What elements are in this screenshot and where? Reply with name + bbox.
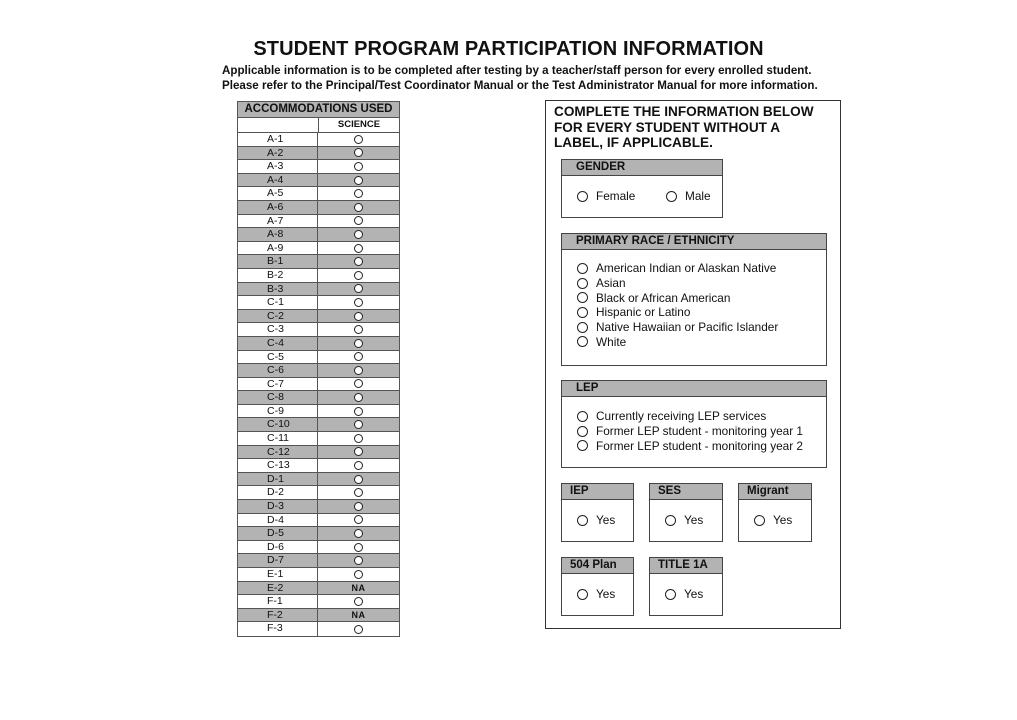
radio-bubble[interactable] — [354, 244, 363, 253]
table-row — [238, 310, 399, 324]
race-option[interactable] — [577, 290, 778, 305]
radio-bubble[interactable] — [354, 189, 363, 198]
option-label: Yes — [684, 587, 704, 601]
table-row — [238, 174, 399, 188]
science-cell — [318, 500, 399, 513]
accommodation-code: D-7 — [238, 554, 318, 567]
accommodation-code: F-3 — [238, 622, 318, 636]
table-row — [238, 473, 399, 487]
science-cell — [318, 609, 399, 622]
table-row — [238, 541, 399, 555]
accommodation-code: B-3 — [238, 283, 318, 296]
radio-bubble[interactable] — [354, 597, 363, 606]
science-cell — [318, 147, 399, 160]
accommodation-code: C-10 — [238, 418, 318, 431]
panel-heading-line: FOR EVERY STUDENT WITHOUT A — [554, 119, 781, 135]
radio-bubble[interactable] — [354, 162, 363, 171]
iep-box — [561, 483, 634, 542]
lep-option[interactable] — [577, 438, 803, 453]
option-label: Former LEP student - monitoring year 1 — [596, 424, 803, 439]
radio-bubble[interactable] — [354, 284, 363, 293]
lep-option[interactable] — [577, 409, 803, 424]
accommodation-code: B-1 — [238, 255, 318, 268]
option-label: White — [596, 334, 627, 349]
radio-bubble[interactable] — [354, 420, 363, 429]
accommodation-code: D-1 — [238, 473, 318, 486]
title-1a-yes-option[interactable] — [665, 587, 703, 601]
science-cell — [318, 187, 399, 200]
radio-bubble[interactable] — [577, 307, 588, 318]
accommodation-code: A-2 — [238, 147, 318, 160]
science-cell — [318, 378, 399, 391]
table-row — [238, 622, 399, 636]
radio-bubble[interactable] — [354, 257, 363, 266]
accommodation-code: C-1 — [238, 296, 318, 309]
not-applicable-label: NA — [351, 610, 366, 621]
lep-title: LEP — [562, 381, 826, 397]
accommodation-code: F-1 — [238, 595, 318, 608]
radio-bubble[interactable] — [354, 203, 363, 212]
radio-bubble[interactable] — [577, 336, 588, 347]
accommodation-code: A-5 — [238, 187, 318, 200]
table-row — [238, 391, 399, 405]
radio-bubble[interactable] — [577, 589, 588, 600]
gender-title: GENDER — [562, 160, 722, 176]
option-label: Hispanic or Latino — [596, 305, 691, 320]
table-row — [238, 187, 399, 201]
option-label: Asian — [596, 276, 626, 291]
instructions-line-1: Applicable information is to be completed after testing by a teacher/staff person for every enrolled student. — [222, 64, 812, 77]
science-cell — [318, 215, 399, 228]
accommodation-code: D-6 — [238, 541, 318, 554]
accommodations-subheader — [238, 118, 399, 133]
science-cell — [318, 201, 399, 214]
table-row — [238, 527, 399, 541]
science-cell — [318, 568, 399, 581]
radio-bubble[interactable] — [354, 556, 363, 565]
accommodation-code: A-4 — [238, 174, 318, 187]
radio-bubble[interactable] — [666, 191, 677, 202]
option-label: Currently receiving LEP services — [596, 409, 767, 424]
accommodation-code: C-4 — [238, 337, 318, 350]
race-option[interactable] — [577, 261, 778, 276]
radio-bubble[interactable] — [354, 488, 363, 497]
table-row — [238, 337, 399, 351]
panel-heading-line: COMPLETE THE INFORMATION BELOW — [554, 104, 814, 119]
ses-title: SES — [650, 484, 722, 500]
iep-yes-option[interactable] — [577, 513, 615, 527]
radio-bubble[interactable] — [577, 440, 588, 451]
table-row — [238, 255, 399, 269]
table-row — [238, 595, 399, 609]
radio-bubble[interactable] — [754, 515, 765, 526]
table-row — [238, 133, 399, 147]
migrant-yes-option[interactable] — [754, 513, 792, 527]
table-row — [238, 568, 399, 582]
radio-bubble[interactable] — [354, 135, 363, 144]
code-column-header — [238, 118, 319, 132]
radio-bubble[interactable] — [354, 366, 363, 375]
lep-box — [561, 380, 827, 468]
accommodation-code: D-2 — [238, 486, 318, 499]
option-label: Yes — [596, 587, 616, 601]
ses-yes-option[interactable] — [665, 513, 703, 527]
science-cell — [318, 582, 399, 595]
race-box — [561, 233, 827, 366]
science-cell — [318, 323, 399, 336]
accommodation-code: A-1 — [238, 133, 318, 146]
radio-bubble[interactable] — [354, 502, 363, 511]
accommodations-table — [237, 101, 400, 637]
science-cell — [318, 541, 399, 554]
radio-bubble[interactable] — [354, 312, 363, 321]
radio-bubble[interactable] — [354, 625, 363, 634]
race-options — [577, 261, 778, 349]
accommodation-code: C-13 — [238, 459, 318, 472]
table-row — [238, 609, 399, 623]
science-cell — [318, 514, 399, 527]
accommodation-code: C-9 — [238, 405, 318, 418]
radio-bubble[interactable] — [577, 263, 588, 274]
table-row — [238, 283, 399, 297]
radio-bubble[interactable] — [354, 543, 363, 552]
science-column-header: SCIENCE — [337, 119, 381, 130]
science-cell — [318, 133, 399, 146]
science-cell — [318, 459, 399, 472]
accommodation-code: C-12 — [238, 446, 318, 459]
radio-bubble[interactable] — [354, 230, 363, 239]
panel-heading — [554, 104, 839, 151]
radio-bubble[interactable] — [577, 292, 588, 303]
accommodation-code: C-8 — [238, 391, 318, 404]
accommodation-code: C-5 — [238, 351, 318, 364]
table-row — [238, 147, 399, 161]
science-cell — [318, 337, 399, 350]
science-cell — [318, 269, 399, 282]
participation-panel — [545, 100, 841, 629]
ses-box — [649, 483, 723, 542]
race-option[interactable] — [577, 334, 778, 349]
science-cell — [318, 174, 399, 187]
radio-bubble[interactable] — [577, 191, 588, 202]
table-row — [238, 269, 399, 283]
science-cell — [318, 160, 399, 173]
table-row — [238, 432, 399, 446]
table-row — [238, 418, 399, 432]
accommodation-code: D-4 — [238, 514, 318, 527]
table-row — [238, 296, 399, 310]
migrant-box — [738, 483, 812, 542]
science-cell — [318, 622, 399, 636]
radio-bubble[interactable] — [354, 352, 363, 361]
radio-bubble[interactable] — [354, 461, 363, 470]
radio-bubble[interactable] — [354, 434, 363, 443]
plan-504-yes-option[interactable] — [577, 587, 615, 601]
accommodation-code: C-6 — [238, 364, 318, 377]
table-row — [238, 446, 399, 460]
table-row — [238, 364, 399, 378]
accommodation-code: F-2 — [238, 609, 318, 622]
radio-bubble[interactable] — [354, 176, 363, 185]
option-label: Female — [596, 189, 636, 203]
table-row — [238, 323, 399, 337]
accommodation-code: C-2 — [238, 310, 318, 323]
option-label: Male — [685, 189, 711, 203]
table-row — [238, 351, 399, 365]
table-row — [238, 486, 399, 500]
accommodation-code: E-1 — [238, 568, 318, 581]
science-cell — [318, 351, 399, 364]
radio-bubble[interactable] — [577, 411, 588, 422]
plan-504-box — [561, 557, 634, 616]
science-cell — [318, 432, 399, 445]
gender-box — [561, 159, 723, 218]
radio-bubble[interactable] — [354, 379, 363, 388]
radio-bubble[interactable] — [354, 570, 363, 579]
page-title: STUDENT PROGRAM PARTICIPATION INFORMATION — [253, 38, 764, 60]
option-label: Yes — [596, 513, 616, 527]
table-row — [238, 459, 399, 473]
science-cell — [318, 228, 399, 241]
lep-option[interactable] — [577, 424, 803, 439]
migrant-title: Migrant — [739, 484, 811, 500]
lep-options — [577, 409, 803, 453]
option-label: American Indian or Alaskan Native — [596, 261, 777, 276]
radio-bubble[interactable] — [354, 216, 363, 225]
table-row — [238, 201, 399, 215]
science-cell — [318, 595, 399, 608]
instructions-line-2: Please refer to the Principal/Test Coordinator Manual or the Test Administrator Manual for more information. — [222, 79, 818, 92]
accommodation-code: A-8 — [238, 228, 318, 241]
gender-male-option[interactable] — [666, 189, 711, 203]
table-row — [238, 554, 399, 568]
panel-heading-line: LABEL, IF APPLICABLE. — [554, 135, 713, 150]
radio-bubble[interactable] — [354, 271, 363, 280]
radio-bubble[interactable] — [577, 322, 588, 333]
accommodation-code: A-9 — [238, 242, 318, 255]
option-label: Yes — [684, 513, 704, 527]
table-row — [238, 500, 399, 514]
table-row — [238, 514, 399, 528]
option-label: Former LEP student - monitoring year 2 — [596, 438, 803, 453]
radio-bubble[interactable] — [354, 325, 363, 334]
option-label: Black or African American — [596, 290, 731, 305]
accommodation-code: D-5 — [238, 527, 318, 540]
science-cell — [318, 405, 399, 418]
radio-bubble[interactable] — [665, 589, 676, 600]
science-cell — [318, 255, 399, 268]
table-row — [238, 582, 399, 596]
radio-bubble[interactable] — [354, 475, 363, 484]
accommodation-code: E-2 — [238, 582, 318, 595]
accommodation-code: A-7 — [238, 215, 318, 228]
table-row — [238, 242, 399, 256]
accommodation-code: C-3 — [238, 323, 318, 336]
science-cell — [318, 391, 399, 404]
radio-bubble[interactable] — [354, 393, 363, 402]
science-cell — [318, 418, 399, 431]
race-option[interactable] — [577, 320, 778, 335]
table-row — [238, 405, 399, 419]
science-cell — [318, 473, 399, 486]
table-row — [238, 228, 399, 242]
radio-bubble[interactable] — [354, 407, 363, 416]
race-title: PRIMARY RACE / ETHNICITY — [562, 234, 826, 250]
accommodation-code: A-3 — [238, 160, 318, 173]
science-cell — [318, 527, 399, 540]
accommodation-code: C-7 — [238, 378, 318, 391]
accommodations-rows — [238, 133, 399, 636]
radio-bubble[interactable] — [577, 515, 588, 526]
radio-bubble[interactable] — [354, 515, 363, 524]
science-cell — [318, 486, 399, 499]
science-cell — [318, 554, 399, 567]
accommodation-code: D-3 — [238, 500, 318, 513]
science-cell — [318, 283, 399, 296]
science-cell — [318, 364, 399, 377]
science-cell — [318, 310, 399, 323]
race-option[interactable] — [577, 305, 778, 320]
accommodation-code: B-2 — [238, 269, 318, 282]
radio-bubble[interactable] — [354, 529, 363, 538]
radio-bubble[interactable] — [354, 298, 363, 307]
plan-504-title: 504 Plan — [562, 558, 633, 574]
science-cell — [318, 446, 399, 459]
science-cell — [318, 242, 399, 255]
table-row — [238, 215, 399, 229]
gender-female-option[interactable] — [577, 189, 635, 203]
accommodation-code: A-6 — [238, 201, 318, 214]
radio-bubble[interactable] — [665, 515, 676, 526]
table-row — [238, 160, 399, 174]
option-label: Native Hawaiian or Pacific Islander — [596, 320, 779, 335]
radio-bubble[interactable] — [577, 278, 588, 289]
not-applicable-label: NA — [351, 582, 366, 593]
science-cell — [318, 296, 399, 309]
radio-bubble[interactable] — [354, 148, 363, 157]
radio-bubble[interactable] — [354, 339, 363, 348]
iep-title: IEP — [562, 484, 633, 500]
title-1a-box — [649, 557, 723, 616]
radio-bubble[interactable] — [577, 426, 588, 437]
radio-bubble[interactable] — [354, 447, 363, 456]
table-row — [238, 378, 399, 392]
accommodations-title: ACCOMMODATIONS USED — [238, 102, 399, 118]
race-option[interactable] — [577, 276, 778, 291]
title-1a-title: TITLE 1A — [650, 558, 722, 574]
accommodation-code: C-11 — [238, 432, 318, 445]
option-label: Yes — [773, 513, 793, 527]
